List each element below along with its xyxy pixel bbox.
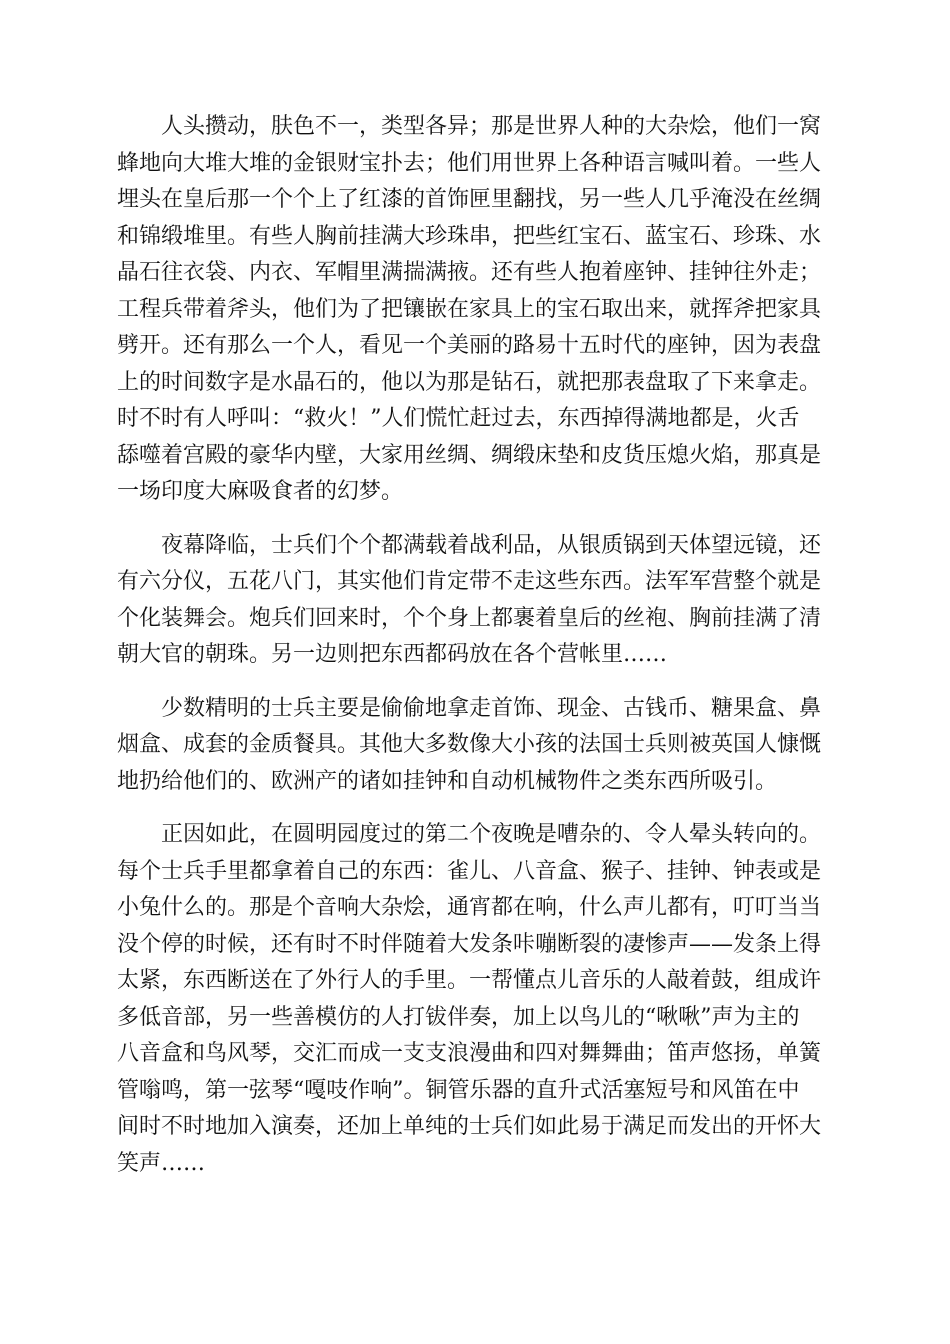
paragraph-nightfall: 夜幕降临，士兵们个个都满载着战利品，从银质锅到天体望远镜，还 有六分仪，五花八门，其实他们肯定带不走这些东西。法军军营整个就是 个化装舞会。炮兵们回来时，个个身上都裹着皇后的丝袍、胸前挂满了清 朝大官的朝珠。另一边则把东西都码放在各个营帐里…… bbox=[117, 532, 822, 667]
paragraph-looting-scene: 人头攒动，肤色不一，类型各异；那是世界人种的大杂烩，他们一窝 蜂地向大堆大堆的金银财宝扑去；他们用世界上各种语言喊叫着。一些人 埋头在皇后那一个个上了红漆的首饰匣里翻找，另一些人几乎淹没在丝绸 和锦缎堆里。有些人胸前挂满大珍珠串，把些红宝石、蓝宝石、珍珠、水 晶石往衣袋、内衣、军帽里满揣满掖。还有些人抱着座钟、挂钟往外走； 工程兵带着斧头，他们为了把镶嵌在家具上的宝石取出来，就挥斧把家具 劈开。还有那么一个人，看见一个美丽的路易十五时代的座钟，因为表盘 上的时间数字是水晶石的，他以为那是钻石，就把那表盘取了下来拿走。 时不时有人呼叫：“救火！”人们慌忙赶过去，东西掉得满地都是，火舌 舔噬着宫殿的豪华内壁，大家用丝绸、绸缎床垫和皮货压熄火焰，那真是 一场印度大麻吸食者的幻梦。 bbox=[117, 114, 822, 504]
paragraph-second-night: 正因如此，在圆明园度过的第二个夜晚是嘈杂的、令人晕头转向的。 每个士兵手里都拿着自己的东西：雀儿、八音盒、猴子、挂钟、钟表或是 小兔什么的。那是个音响大杂烩，通宵都在响，什么声儿都有，叮叮当当 没个停的时候，还有时不时伴随着大发条咔嘣断裂的凄惨声——发条上得 太紧，东西断送在了外行人的手里。一帮懂点儿音乐的人敲着鼓，组成许 多低音部，另一些善模仿的人打钹伴奏，加上以鸟儿的“啾啾”声为主的 八音盒和鸟风琴，交汇而成一支支浪漫曲和四对舞舞曲；笛声悠扬，单簧 管嗡鸣，第一弦琴“嘎吱作响”。铜管乐器的直升式活塞短号和风笛在中 间时不时地加入演奏，还加上单纯的士兵们如此易于满足而发出的开怀大 笑声…… bbox=[117, 822, 822, 1176]
document-body bbox=[117, 109, 833, 1182]
paragraph-clever-soldiers: 少数精明的士兵主要是偷偷地拿走首饰、现金、古钱币、糖果盒、鼻 烟盒、成套的金质餐具。其他大多数像大小孩的法国士兵则被英国人慷慨 地扔给他们的、欧洲产的诸如挂钟和自动机械物件之类东西所吸引。 bbox=[117, 695, 822, 794]
